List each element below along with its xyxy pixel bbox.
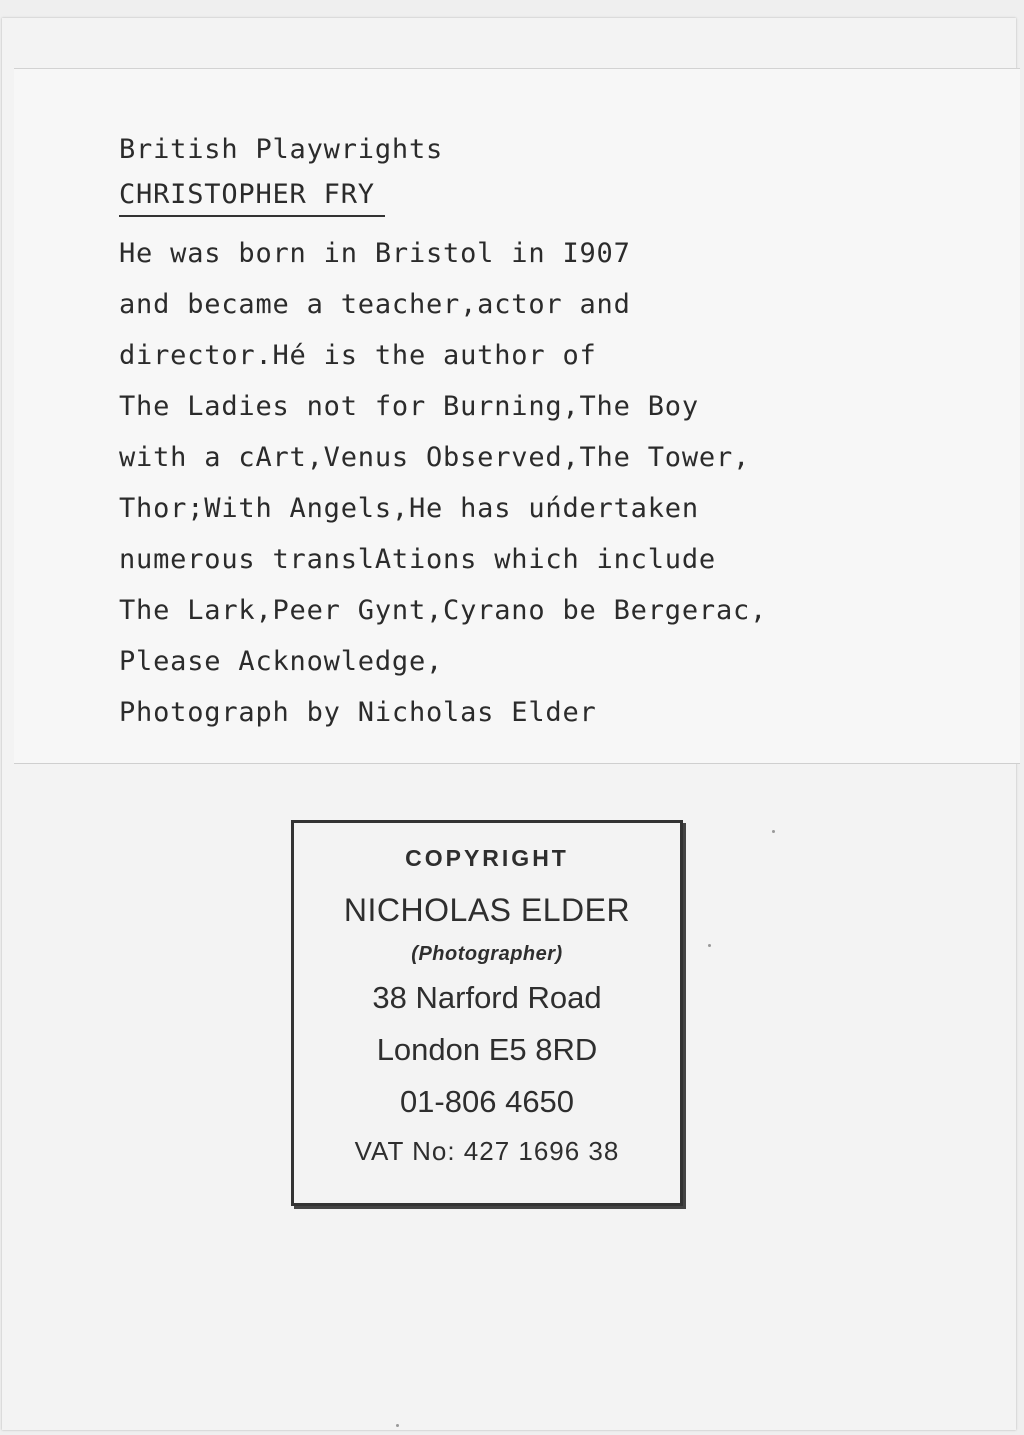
stamp-address-line-2: London E5 8RD: [376, 1032, 598, 1067]
caption-heading: British Playwrights: [119, 134, 444, 165]
caption-line-2: and became a teacher,actor and: [119, 289, 631, 320]
caption-line-9: Please Acknowledge,: [119, 646, 444, 677]
stamp-copyright: COPYRIGHT: [405, 845, 569, 871]
stamp-vat: VAT No: 427 1696 38: [354, 1136, 620, 1166]
caption-line-5: with a cArt,Venus Observed,The Tower,: [119, 442, 751, 473]
caption-line-3: director.Hé is the author of: [119, 340, 597, 371]
paper-speck: [396, 1424, 399, 1427]
caption-line-10: Photograph by Nicholas Elder: [119, 697, 597, 728]
caption-subject: CHRISTOPHER FRY: [119, 175, 385, 217]
stamp-address-line-1: 38 Narford Road: [372, 980, 602, 1015]
stamp-role: (Photographer): [411, 943, 563, 965]
stamp-photographer-name: NICHOLAS ELDER: [343, 892, 631, 928]
caption-line-1: He was born in Bristol in I907: [119, 238, 631, 269]
paper-speck: [708, 944, 711, 947]
caption-line-4: The Ladies not for Burning,The Boy: [119, 391, 699, 422]
stamp-phone: 01-806 4650: [399, 1084, 575, 1119]
copyright-stamp: [291, 820, 683, 1206]
typed-caption: [119, 124, 767, 738]
paper-speck: [772, 830, 775, 833]
caption-line-6: Thor;With Angels,He has uńdertaken: [119, 493, 699, 524]
caption-line-8: The Lark,Peer Gynt,Cyrano be Bergerac,: [119, 595, 768, 626]
caption-line-7: numerous translAtions which include: [119, 544, 716, 575]
